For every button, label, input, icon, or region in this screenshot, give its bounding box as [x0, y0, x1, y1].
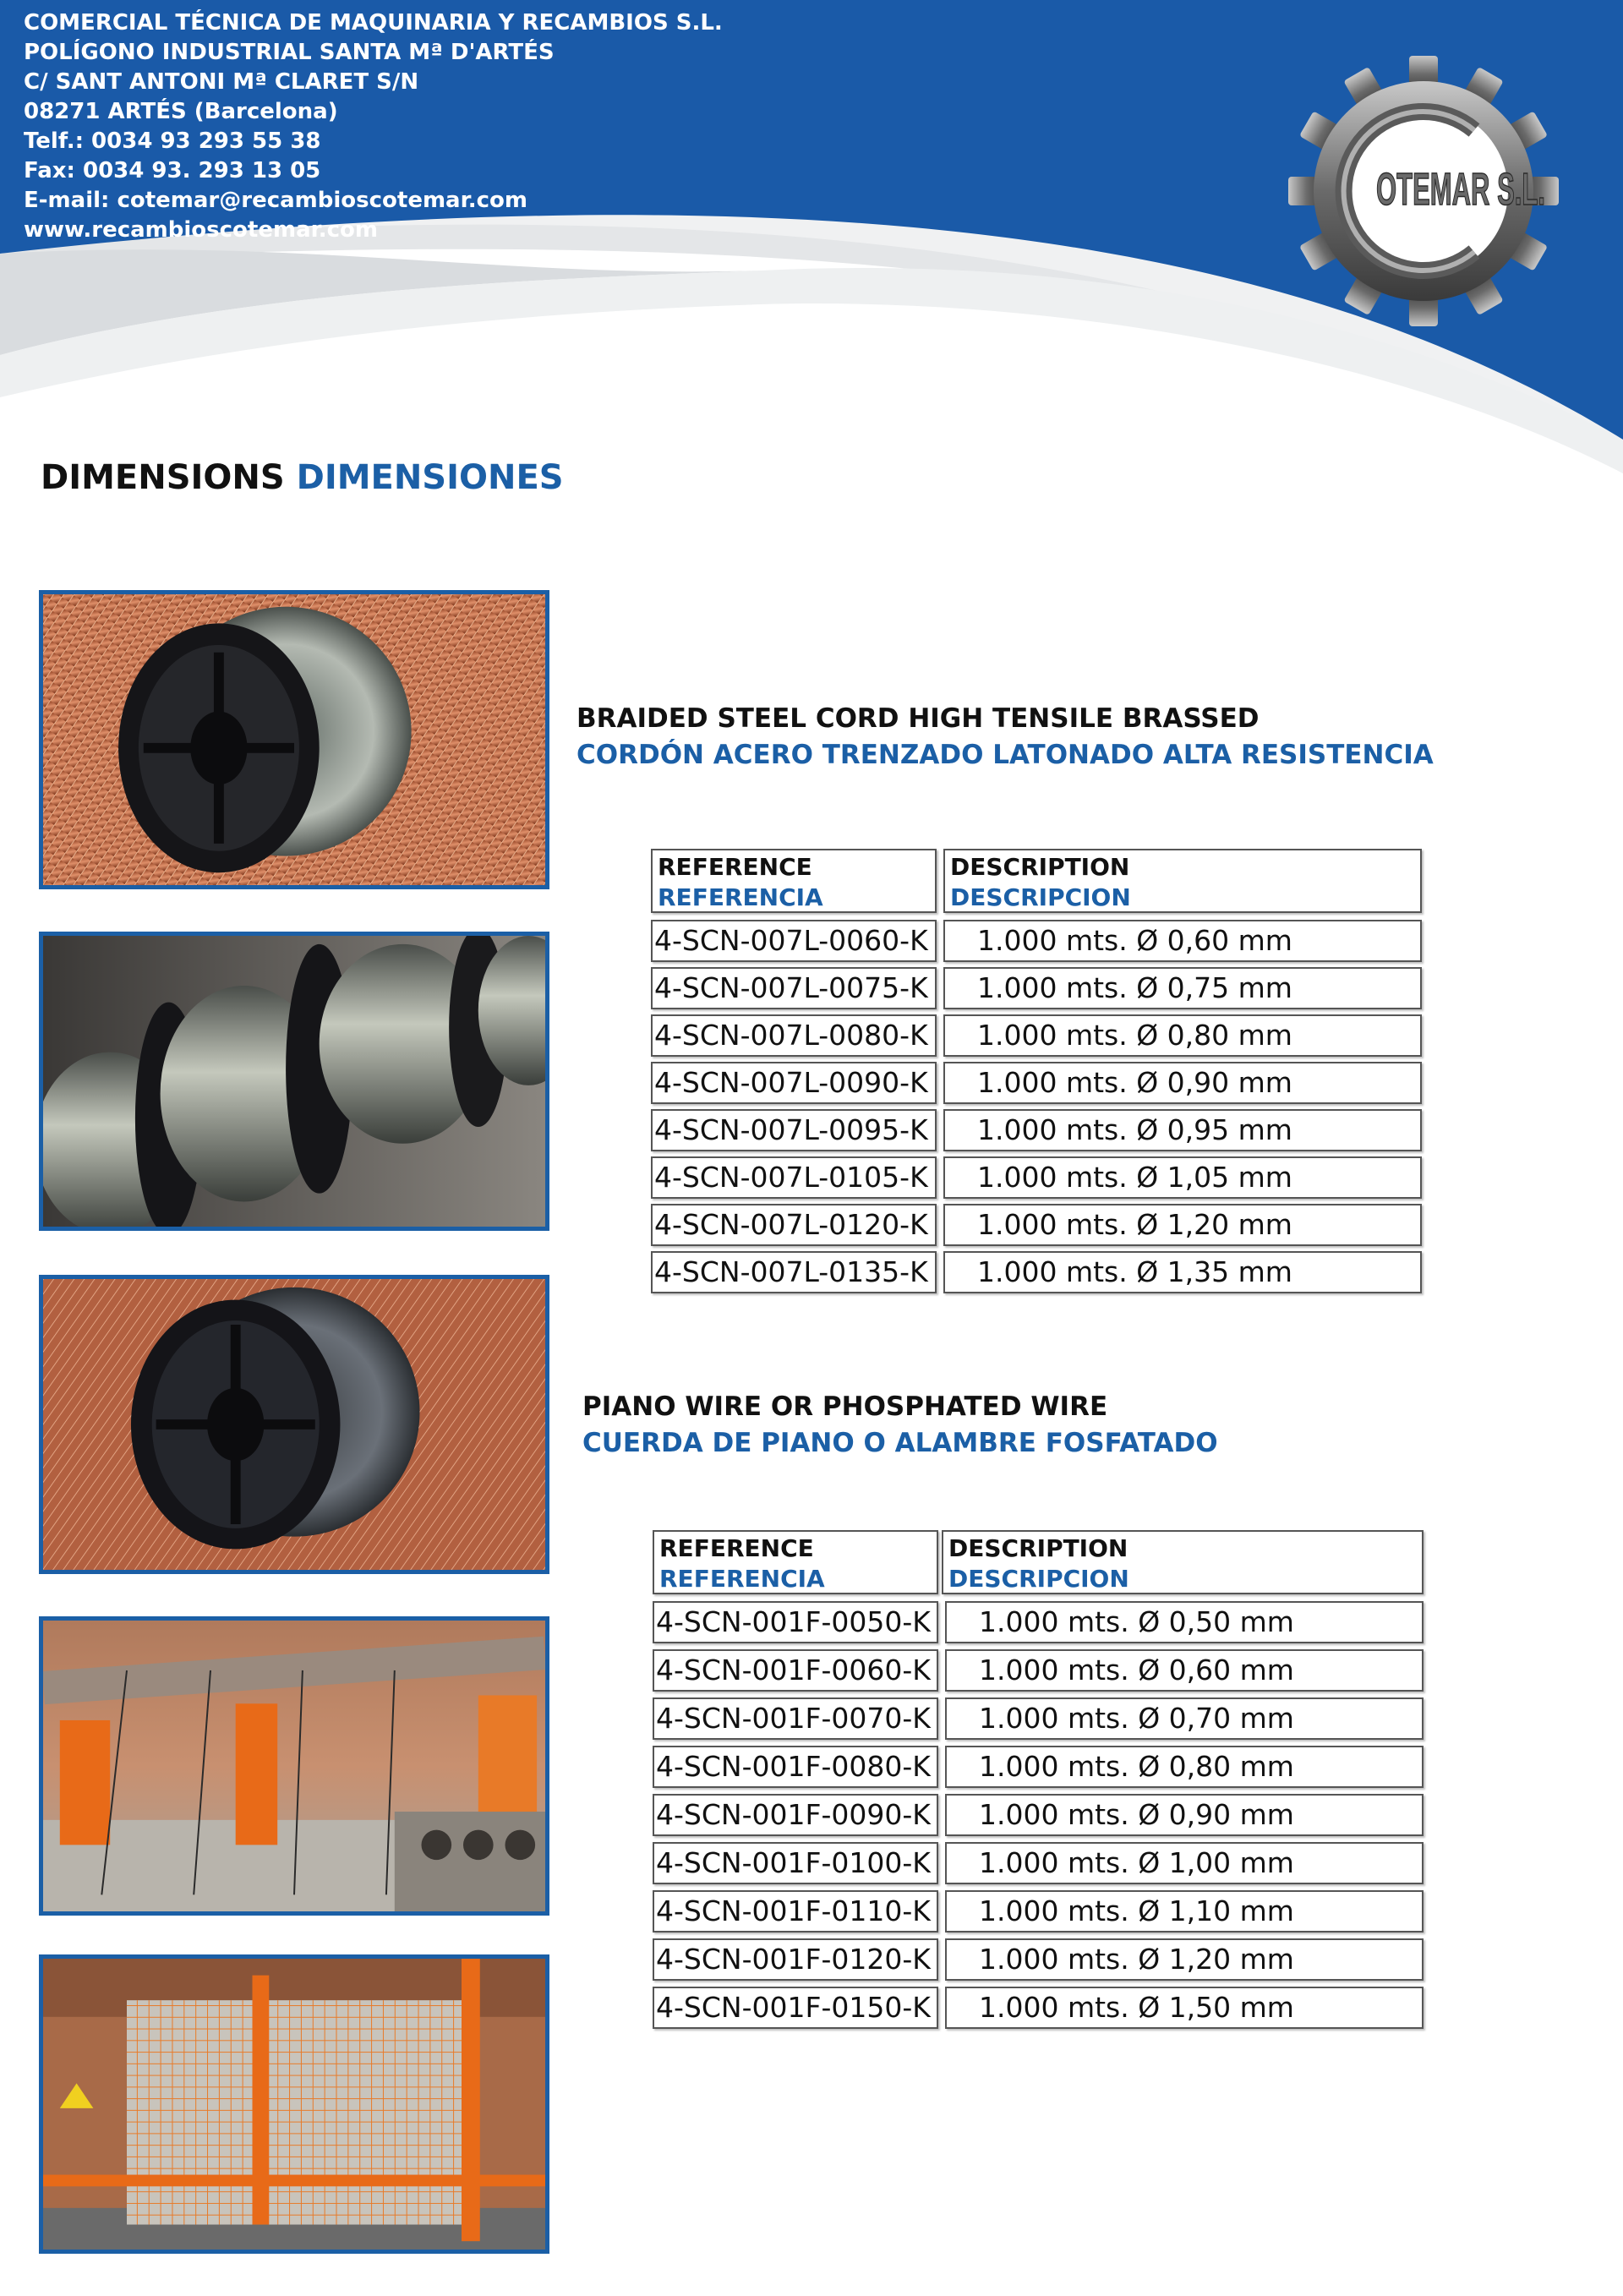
logo-text: OTEMAR S.L. — [1376, 164, 1545, 215]
description-cell: 1.000 mts. Ø 1,50 mm — [945, 1987, 1424, 2029]
description-cell: 1.000 mts. Ø 1,20 mm — [945, 1938, 1424, 1981]
reference-cell: 4-SCN-001F-0110-K — [653, 1890, 938, 1932]
description-cell: 1.000 mts. Ø 1,05 mm — [943, 1156, 1422, 1199]
reference-cell: 4-SCN-001F-0090-K — [653, 1794, 938, 1836]
table-header-reference: REFERENCE REFERENCIA — [653, 1530, 938, 1594]
reference-cell: 4-SCN-001F-0120-K — [653, 1938, 938, 1981]
reference-cell: 4-SCN-001F-0070-K — [653, 1697, 938, 1740]
reference-cell: 4-SCN-007L-0080-K — [651, 1014, 937, 1057]
description-cell: 1.000 mts. Ø 1,00 mm — [945, 1842, 1424, 1884]
reference-cell: 4-SCN-007L-0095-K — [651, 1109, 937, 1151]
section-2-title — [582, 1389, 1218, 1462]
description-cell: 1.000 mts. Ø 0,75 mm — [943, 967, 1422, 1009]
wire-application-photo — [39, 1616, 549, 1916]
spool-photo-1 — [39, 590, 549, 889]
section-1-title — [577, 701, 1434, 774]
page-title-en: DIMENSIONS — [41, 458, 285, 497]
reference-cell: 4-SCN-007L-0090-K — [651, 1062, 937, 1104]
description-cell: 1.000 mts. Ø 0,95 mm — [943, 1109, 1422, 1151]
mesh-cage-photo — [39, 1954, 549, 2254]
reference-cell: 4-SCN-007L-0105-K — [651, 1156, 937, 1199]
description-cell: 1.000 mts. Ø 0,90 mm — [945, 1794, 1424, 1836]
page-title-es: DIMENSIONES — [296, 458, 564, 497]
section-2-title-en: PIANO WIRE OR PHOSPHATED WIRE — [582, 1391, 1108, 1422]
company-email: E-mail: cotemar@recambioscotemar.com — [24, 188, 527, 213]
description-cell: 1.000 mts. Ø 1,20 mm — [943, 1204, 1422, 1246]
reference-cell: 4-SCN-007L-0075-K — [651, 967, 937, 1009]
section-1-title-es: CORDÓN ACERO TRENZADO LATONADO ALTA RESISTENCIA — [577, 740, 1434, 770]
description-cell: 1.000 mts. Ø 0,60 mm — [945, 1649, 1424, 1692]
company-info — [24, 8, 723, 245]
cotemar-logo — [1285, 52, 1562, 330]
company-name: COMERCIAL TÉCNICA DE MAQUINARIA Y RECAMBIOS S.L. — [24, 10, 723, 36]
company-fax: Fax: 0034 93. 293 13 05 — [24, 158, 321, 183]
description-cell: 1.000 mts. Ø 1,35 mm — [943, 1251, 1422, 1293]
table-header-reference: REFERENCE REFERENCIA — [651, 849, 937, 913]
company-phone: Telf.: 0034 93 293 55 38 — [24, 128, 321, 154]
reference-cell: 4-SCN-007L-0060-K — [651, 920, 937, 962]
company-website: www.recambioscotemar.com — [24, 217, 378, 243]
table-header-description: DESCRIPTION DESCRIPCION — [942, 1530, 1424, 1594]
reference-cell: 4-SCN-001F-0150-K — [653, 1987, 938, 2029]
reference-cell: 4-SCN-001F-0100-K — [653, 1842, 938, 1884]
company-address-1: POLÍGONO INDUSTRIAL SANTA Mª D'ARTÉS — [24, 40, 555, 65]
spool-photo-2 — [39, 932, 549, 1231]
company-city: 08271 ARTÉS (Barcelona) — [24, 99, 338, 124]
reference-cell: 4-SCN-007L-0120-K — [651, 1204, 937, 1246]
page-title — [41, 458, 564, 497]
description-cell: 1.000 mts. Ø 0,80 mm — [945, 1746, 1424, 1788]
description-cell: 1.000 mts. Ø 0,70 mm — [945, 1697, 1424, 1740]
section-1-title-en: BRAIDED STEEL CORD HIGH TENSILE BRASSED — [577, 703, 1260, 734]
description-cell: 1.000 mts. Ø 0,80 mm — [943, 1014, 1422, 1057]
table-header-description: DESCRIPTION DESCRIPCION — [943, 849, 1422, 913]
description-cell: 1.000 mts. Ø 0,60 mm — [943, 920, 1422, 962]
company-address-2: C/ SANT ANTONI Mª CLARET S/N — [24, 69, 419, 95]
section-2-title-es: CUERDA DE PIANO O ALAMBRE FOSFATADO — [582, 1428, 1218, 1458]
reference-cell: 4-SCN-001F-0060-K — [653, 1649, 938, 1692]
reference-cell: 4-SCN-001F-0080-K — [653, 1746, 938, 1788]
spool-photo-3 — [39, 1275, 549, 1574]
reference-cell: 4-SCN-007L-0135-K — [651, 1251, 937, 1293]
description-cell: 1.000 mts. Ø 1,10 mm — [945, 1890, 1424, 1932]
reference-cell: 4-SCN-001F-0050-K — [653, 1601, 938, 1643]
description-cell: 1.000 mts. Ø 0,50 mm — [945, 1601, 1424, 1643]
description-cell: 1.000 mts. Ø 0,90 mm — [943, 1062, 1422, 1104]
